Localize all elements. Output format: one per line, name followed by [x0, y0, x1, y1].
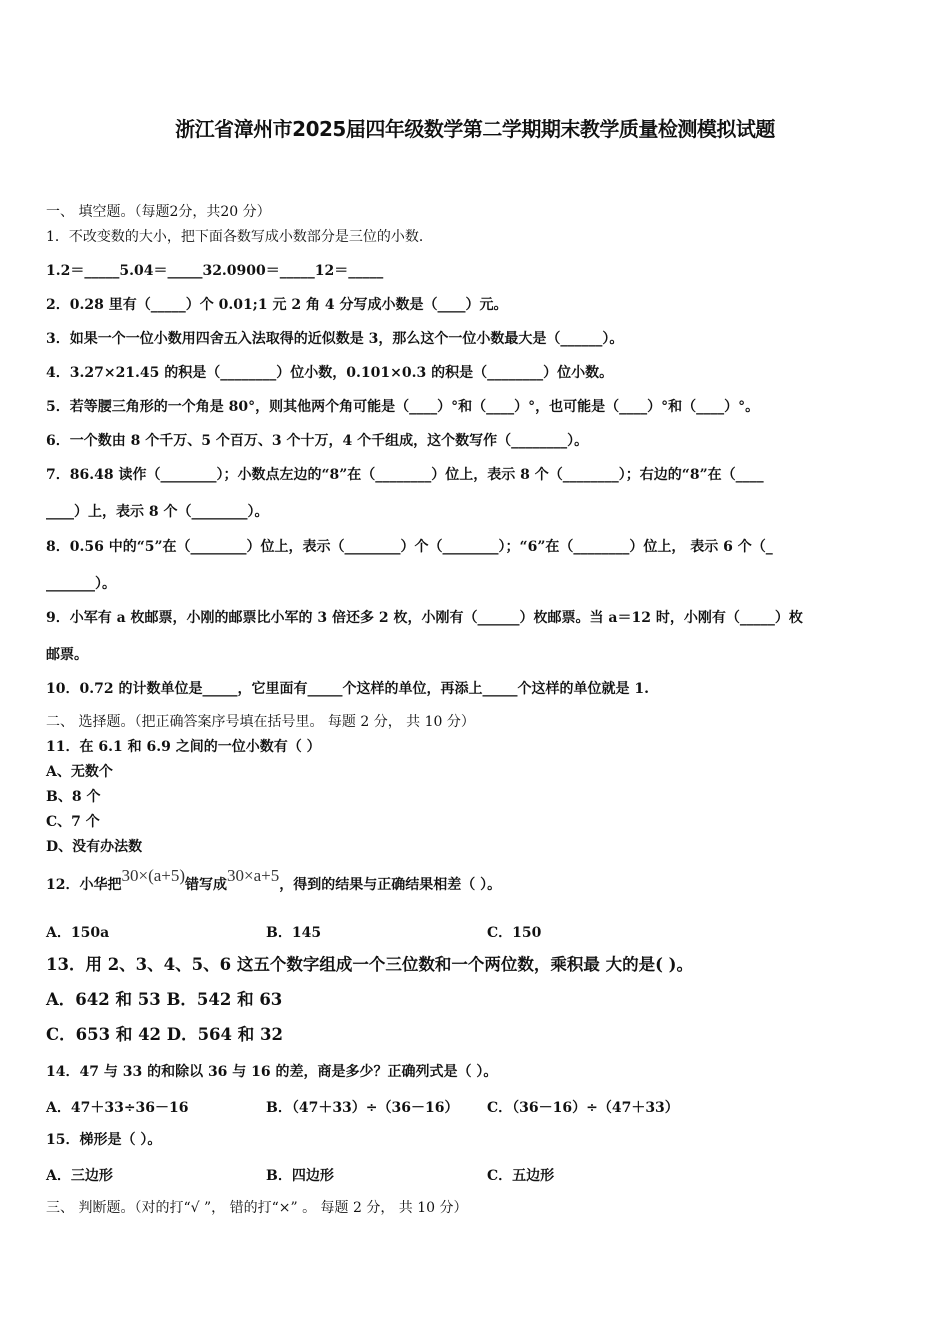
question-12-option-b: B．145	[266, 925, 322, 941]
question-7-line-2: ____）上，表示 8 个（________）。	[46, 504, 269, 520]
question-8-line-2: _______）。	[46, 576, 116, 592]
section-heading-true-false: 三、 判断题。（对的打“√ ”， 错的打“×” 。 每题 2 分， 共 10 分）	[46, 1200, 468, 1216]
question-15-option-b: B．四边形	[266, 1168, 334, 1184]
question-9-line-1: 9．小军有 a 枚邮票，小刚的邮票比小军的 3 倍还多 2 枚，小刚有（______）枚邮票。当 a＝12 时，小刚有（_____）枚	[46, 610, 803, 626]
question-15-stem: 15．梯形是（ ）。	[46, 1132, 162, 1148]
question-11-stem: 11．在 6.1 和 6.9 之间的一位小数有（ ）	[46, 739, 321, 755]
question-4: 4．3.27×21.45 的积是（________）位小数，0.101×0.3 的积是（________）位小数。	[46, 365, 614, 381]
question-2: 2．0.28 里有（_____）个 0.01;1 元 2 角 4 分写成小数是（____）元。	[46, 297, 508, 313]
question-14-stem: 14．47 与 33 的和除以 36 与 16 的差，商是多少？正确列式是（ ）。	[46, 1064, 498, 1080]
question-12-option-a: A．150a	[46, 925, 110, 941]
question-14-option-b: B．（47＋33）÷（36－16）	[266, 1100, 459, 1116]
section-heading-multiple-choice: 二、 选择题。（把正确答案序号填在括号里。 每题 2 分， 共 10 分）	[46, 714, 475, 730]
question-11-option-a: A、无数个	[46, 764, 113, 780]
question-15-option-c: C．五边形	[487, 1168, 555, 1184]
math-expression-wrong: 30×a+5	[227, 866, 280, 885]
question-11-option-b: B、8 个	[46, 789, 101, 805]
exam-title: 浙江省漳州市2025届四年级数学第二学期期末教学质量检测模拟试题	[175, 117, 775, 141]
question-1-stem: 1．不改变数的大小，把下面各数写成小数部分是三位的小数．	[46, 229, 433, 245]
question-12-suffix: ，得到的结果与正确结果相差（ ）。	[279, 877, 502, 893]
question-13-options-row-2: C．653 和 42 D．564 和 32	[46, 1025, 283, 1044]
question-14-option-a: A．47＋33÷36－16	[46, 1100, 189, 1116]
question-3: 3．如果一个一位小数用四舍五入法取得的近似数是 3，那么这个一位小数最大是（______）。	[46, 331, 624, 347]
question-1-blanks: 1.2＝_____5.04＝_____32.0900＝_____12＝_____	[46, 263, 384, 279]
question-12-stem	[46, 866, 502, 894]
section-heading-fill-in: 一、 填空题。（每题2分，共20 分）	[46, 204, 271, 220]
math-expression-correct: 30×(a+5)	[121, 866, 186, 885]
question-12-option-c: C．150	[487, 925, 542, 941]
question-11-option-c: C、7 个	[46, 814, 100, 830]
question-10: 10．0.72 的计数单位是_____，它里面有_____个这样的单位，再添上_____个这样的单位就是 1.	[46, 681, 649, 697]
question-12-prefix: 12．小华把	[46, 877, 122, 893]
question-6: 6．一个数由 8 个千万、5 个百万、3 个十万，4 个千组成，这个数写作（________）。	[46, 433, 589, 449]
question-15-option-a: A．三边形	[46, 1168, 113, 1184]
question-11-option-d: D、没有办法数	[46, 839, 143, 855]
question-8-line-1: 8．0.56 中的“5”在（________）位上，表示（________）个（________）；“6”在（________）位上， 表示 6 个（_	[46, 539, 773, 555]
question-12-middle: 错写成	[185, 877, 228, 893]
question-13-stem: 13．用 2、3、4、5、6 这五个数字组成一个三位数和一个两位数，乘积最 大的是( )。	[46, 955, 693, 974]
question-7-line-1: 7．86.48 读作（________）；小数点左边的“8”在（________）位上，表示 8 个（________）；右边的“8”在（____	[46, 467, 764, 483]
question-5: 5．若等腰三角形的一个角是 80°，则其他两个角可能是（____）°和（____）°，也可能是（____）°和（____）°。	[46, 399, 760, 415]
question-9-line-2: 邮票。	[46, 647, 88, 663]
question-13-options-row-1: A．642 和 53 B．542 和 63	[46, 990, 283, 1009]
question-14-option-c: C．（36－16）÷（47＋33）	[487, 1100, 679, 1116]
